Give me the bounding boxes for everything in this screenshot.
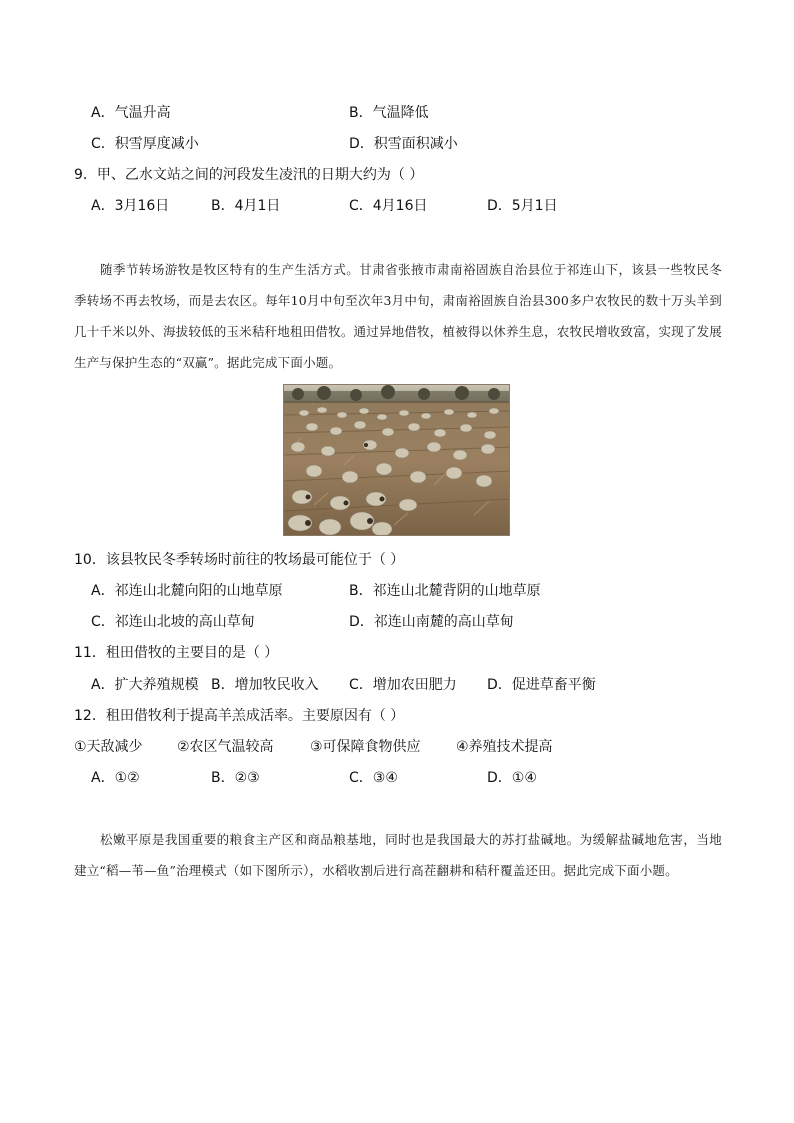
q12-stem: 12．租田借牧利于提高羊羔成活率。主要原因有（ ） — [74, 708, 405, 724]
passage-saline-land: 松嫩平原是我国重要的粮食主产区和商品粮基地，同时也是我国最大的苏打盐碱地。为缓解盐碱地危害，当地建立“稻—苇—鱼”治理模式（如下图所示），水稻收割后进行高茬翻耕和秸秆覆盖还田。据此完成下面小题。 — [74, 832, 722, 878]
q12-item-4: ④养殖技术提高 — [456, 739, 553, 755]
q12-item-2: ②农区气温较高 — [177, 739, 274, 755]
q11-option-b[interactable]: B．增加牧民收入 — [211, 677, 319, 693]
q8-option-b[interactable]: B．气温降低 — [349, 105, 429, 121]
q10-option-a[interactable]: A．祁连山北麓向阳的山地草原 — [91, 583, 283, 599]
q12-option-d[interactable]: D．①④ — [487, 770, 537, 786]
q9-option-a[interactable]: A．3月16日 — [91, 198, 170, 214]
q12-option-c[interactable]: C．③④ — [349, 770, 398, 786]
q11-option-a[interactable]: A．扩大养殖规模 — [91, 677, 199, 693]
q12-item-1: ①天敌减少 — [74, 739, 143, 755]
q12-option-a[interactable]: A．①② — [91, 770, 140, 786]
q12-item-3: ③可保障食物供应 — [310, 739, 421, 755]
q10-stem: 10．该县牧民冬季转场时前往的牧场最可能位于（ ） — [74, 552, 405, 568]
sheep-grazing-field-icon — [284, 385, 510, 536]
q8-option-d[interactable]: D．积雪面积减小 — [349, 136, 458, 152]
q10-option-c[interactable]: C．祁连山北坡的高山草甸 — [91, 614, 255, 630]
q9-stem: 9．甲、乙水文站之间的河段发生凌汛的日期大约为（ ） — [74, 167, 424, 183]
q12-option-b[interactable]: B．②③ — [211, 770, 260, 786]
q10-option-d[interactable]: D．祁连山南麓的高山草甸 — [349, 614, 514, 630]
q8-option-a[interactable]: A．气温升高 — [91, 105, 171, 121]
q11-stem: 11．租田借牧的主要目的是（ ） — [74, 645, 279, 661]
passage-transhumance: 随季节转场游牧是牧区特有的生产生活方式。甘肃省张掖市肃南裕固族自治县位于祁连山下，该县一些牧民冬季转场不再去牧场，而是去农区。每年10月中旬至次年3月中旬，肃南裕固族自治县300多户农牧民的数十万头羊到几十千米以外、海拔较低的玉米秸秆地租田借牧。通过异地借牧，植被得以休养生息，农牧民增收致富，实现了发展生产与保护生态的“双赢”。据此完成下面小题。 — [74, 262, 722, 370]
sheep-grazing-photo — [283, 384, 510, 536]
q9-option-d[interactable]: D．5月1日 — [487, 198, 558, 214]
q11-option-d[interactable]: D．促进草畜平衡 — [487, 677, 596, 693]
q8-option-c[interactable]: C．积雪厚度减小 — [91, 136, 199, 152]
q9-option-b[interactable]: B．4月1日 — [211, 198, 281, 214]
q11-option-c[interactable]: C．增加农田肥力 — [349, 677, 457, 693]
q10-option-b[interactable]: B．祁连山北麓背阴的山地草原 — [349, 583, 541, 599]
q9-option-c[interactable]: C．4月16日 — [349, 198, 428, 214]
